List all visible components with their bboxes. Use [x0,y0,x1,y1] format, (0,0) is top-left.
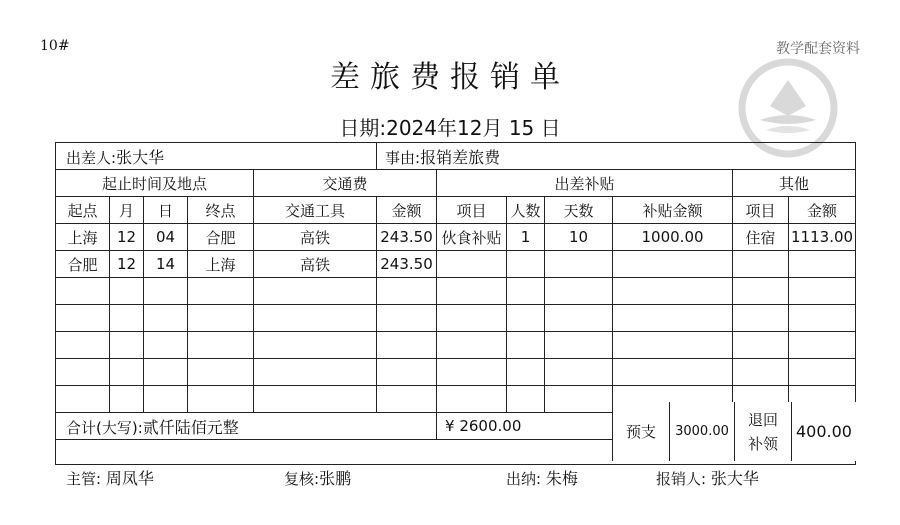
col-start: 起点 [56,197,110,224]
column-header-row [56,197,856,224]
traveler-cell [56,143,377,170]
row2-days [545,251,613,278]
manager-field [66,466,154,489]
blank-row [56,278,856,305]
traveler-label: 出差人: [66,148,117,167]
row2-day: 14 [144,251,188,278]
manager-label: 主管: [66,470,102,488]
form-title: 差旅费报销单 [330,60,570,95]
row2-end: 上海 [188,251,254,278]
row1-item: 伙食补贴 [437,224,507,251]
date-month-unit: 月 [482,116,503,140]
form-number: 10# [40,38,70,54]
refund-label-top: 退回 [747,410,778,429]
settlement-block [612,402,856,461]
claimant-field [656,466,759,489]
advance-value: 3000.00 [670,402,735,461]
total-words-cell [56,413,437,440]
row1-end: 合肥 [188,224,254,251]
col-tool: 交通工具 [254,197,377,224]
total-amount: ¥ 2600.00 [437,413,733,440]
col-transport-amount: 金额 [377,197,437,224]
row2-month: 12 [110,251,144,278]
group-transport: 交通费 [254,170,437,197]
claimant-name: 张大华 [710,469,759,488]
row2-item [437,251,507,278]
cashier-name: 朱梅 [545,469,578,488]
row1-people: 1 [507,224,545,251]
row1-tool: 高铁 [254,224,377,251]
row1-allowance-amount: 1000.00 [613,224,733,251]
table-row [56,224,856,251]
date-month: 12 [457,116,483,140]
col-days: 天数 [545,197,613,224]
date-day-unit: 日 [540,116,561,140]
total-label: 合计(大写): [66,418,143,437]
col-day: 日 [144,197,188,224]
refund-label-bottom: 补领 [747,434,778,453]
reviewer-name: 张鹏 [319,469,352,488]
row1-start: 上海 [56,224,110,251]
col-end: 终点 [188,197,254,224]
manager-name: 周凤华 [105,469,154,488]
row2-other-amount [789,251,856,278]
date-year: 2024 [386,116,438,140]
claimant-label: 报销人: [656,470,707,488]
refund-value: 400.00 [796,422,852,441]
row1-other-amount: 1113.00 [789,224,856,251]
purpose-cell [377,143,856,170]
group-allowance: 出差补贴 [437,170,733,197]
row2-transport-amount: 243.50 [377,251,437,278]
row2-people [507,251,545,278]
info-row [56,143,856,170]
blank-row [56,359,856,386]
blank-row [56,305,856,332]
date-label: 日期: [339,116,387,140]
total-words: 贰仟陆佰元整 [142,417,239,437]
col-other-amount: 金额 [789,197,856,224]
reviewer-field [284,466,351,489]
date-line [0,112,900,141]
advance-label: 预支 [613,402,670,461]
blank-row [56,332,856,359]
col-item: 项目 [437,197,507,224]
col-allowance-amount: 补贴金额 [613,197,733,224]
row2-other-item [733,251,789,278]
purpose-value: 报销差旅费 [420,147,501,167]
row2-tool: 高铁 [254,251,377,278]
traveler-value: 张大华 [116,147,165,167]
row2-allowance-amount [613,251,733,278]
row1-days: 10 [545,224,613,251]
row1-transport-amount: 243.50 [377,224,437,251]
cashier-field [506,466,578,489]
refund-label [735,402,792,461]
group-trip: 起止时间及地点 [56,170,254,197]
col-people: 人数 [507,197,545,224]
date-year-unit: 年 [437,116,458,140]
table-row [56,251,856,278]
group-other: 其他 [733,170,856,197]
cashier-label: 出纳: [506,470,542,488]
purpose-label: 事由: [385,148,421,167]
group-header-row [56,170,856,197]
col-other-item: 项目 [733,197,789,224]
col-month: 月 [110,197,144,224]
watermark-text: 教学配套资料 [776,41,860,57]
reviewer-label: 复核: [284,470,320,488]
date-day: 15 [508,116,535,140]
row2-start: 合肥 [56,251,110,278]
row1-day: 04 [144,224,188,251]
row1-month: 12 [110,224,144,251]
row1-other-item: 住宿 [733,224,789,251]
